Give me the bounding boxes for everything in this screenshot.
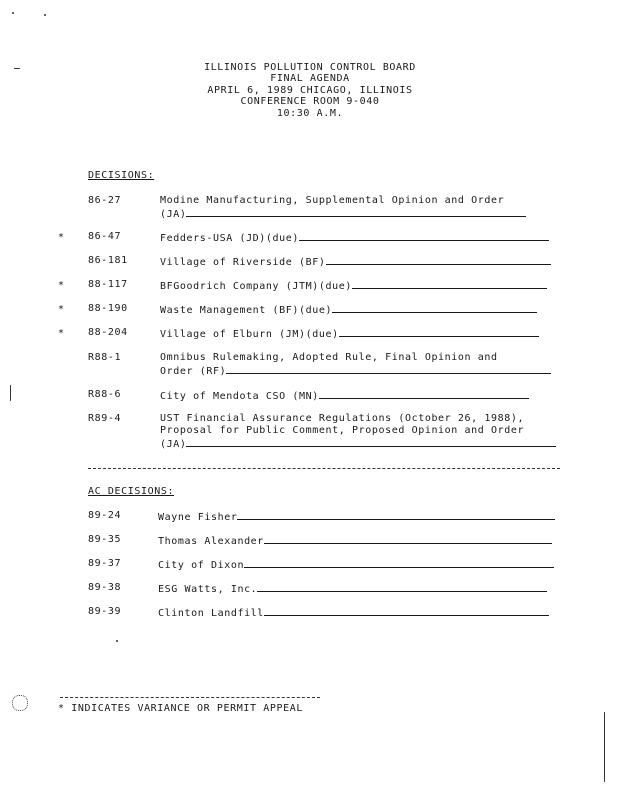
appeal-marker: *	[58, 328, 65, 339]
entry-fill-line	[332, 303, 537, 313]
footnote-rule	[60, 697, 320, 698]
case-number: 88-117	[88, 279, 128, 290]
case-title-line3: (JA)	[160, 439, 187, 450]
case-title-cont	[160, 364, 551, 378]
ac-decisions-heading: AC DECISIONS:	[88, 486, 175, 497]
ac-case-number: 89-35	[88, 534, 122, 545]
date-location: APRIL 6, 1989 CHICAGO, ILLINOIS	[207, 85, 413, 96]
case-number: 86-181	[88, 255, 128, 266]
entry-fill-line	[264, 534, 552, 544]
entry-fill-line	[237, 510, 555, 520]
case-title	[160, 255, 551, 269]
scan-speck	[10, 385, 11, 401]
conference-room: CONFERENCE ROOM 9-040	[240, 96, 380, 107]
case-title-text: Village of Elburn (JM)(due)	[160, 329, 339, 340]
ac-case-text: ESG Watts, Inc.	[158, 584, 258, 595]
case-title-text: Waste Management (BF)(due)	[160, 305, 333, 316]
board-name: ILLINOIS POLLUTION CONTROL BOARD	[204, 62, 416, 73]
case-number: R88-6	[88, 389, 122, 400]
appeal-marker: *	[58, 280, 65, 291]
footnote: * INDICATES VARIANCE OR PERMIT APPEAL	[58, 703, 303, 714]
ac-case-text: Wayne Fisher	[158, 512, 238, 523]
case-number: R88-1	[88, 352, 122, 363]
case-title-text: Fedders-USA (JD)(due)	[160, 233, 300, 244]
case-number: 88-190	[88, 303, 128, 314]
scan-edge-mark	[604, 712, 605, 782]
ac-case-title	[158, 606, 549, 620]
scan-speck	[116, 640, 118, 642]
ac-case-title	[158, 534, 552, 548]
case-title-text: City of Mendota CSO (MN)	[160, 391, 319, 402]
entry-fill-line	[319, 389, 529, 399]
case-title-cont	[160, 437, 556, 451]
case-title: Modine Manufacturing, Supplemental Opinion and Order	[160, 195, 505, 206]
meeting-time: 10:30 A.M.	[276, 108, 344, 119]
section-divider	[88, 468, 560, 469]
entry-fill-line	[264, 606, 549, 616]
entry-fill-line	[299, 231, 549, 241]
scan-speck	[14, 68, 20, 69]
case-number: 86-27	[88, 195, 122, 206]
case-number: R89-4	[88, 413, 122, 424]
ac-case-title	[158, 558, 554, 572]
entry-fill-line	[226, 364, 551, 374]
case-number: 88-204	[88, 327, 128, 338]
entry-fill-line	[352, 279, 547, 289]
case-title-line2: (JA)	[160, 209, 187, 220]
case-title	[160, 231, 549, 245]
entry-fill-line	[244, 558, 554, 568]
ac-case-number: 89-38	[88, 582, 122, 593]
case-title	[160, 389, 529, 403]
case-title	[160, 327, 539, 341]
case-title: UST Financial Assurance Regulations (October 26, 1988),	[160, 413, 525, 424]
case-title-line2: Proposal for Public Comment, Proposed Opinion and Order	[160, 425, 525, 436]
scan-smudge	[12, 695, 28, 711]
scan-speck	[44, 14, 46, 16]
scan-speck	[12, 12, 14, 14]
appeal-marker: *	[58, 304, 65, 315]
case-title: Omnibus Rulemaking, Adopted Rule, Final Opinion and	[160, 352, 498, 363]
ac-case-title	[158, 582, 547, 596]
case-title-text: BFGoodrich Company (JTM)(due)	[160, 281, 352, 292]
entry-fill-line	[257, 582, 547, 592]
case-title-cont	[160, 207, 526, 221]
case-title	[160, 279, 547, 293]
ac-case-title	[158, 510, 555, 524]
entry-fill-line	[186, 207, 526, 217]
agenda-title: FINAL AGENDA	[270, 73, 350, 84]
case-number: 86-47	[88, 231, 122, 242]
case-title-line2: Order (RF)	[160, 366, 227, 377]
ac-case-number: 89-37	[88, 558, 122, 569]
ac-case-text: Clinton Landfill	[158, 608, 264, 619]
case-title	[160, 303, 537, 317]
ac-case-text: Thomas Alexander	[158, 536, 264, 547]
case-title-text: Village of Riverside (BF)	[160, 257, 326, 268]
ac-case-number: 89-24	[88, 510, 122, 521]
entry-fill-line	[326, 255, 551, 265]
appeal-marker: *	[58, 232, 65, 243]
ac-case-text: City of Dixon	[158, 560, 245, 571]
entry-fill-line	[186, 437, 556, 447]
entry-fill-line	[339, 327, 539, 337]
ac-case-number: 89-39	[88, 606, 122, 617]
decisions-heading: DECISIONS:	[88, 170, 155, 181]
